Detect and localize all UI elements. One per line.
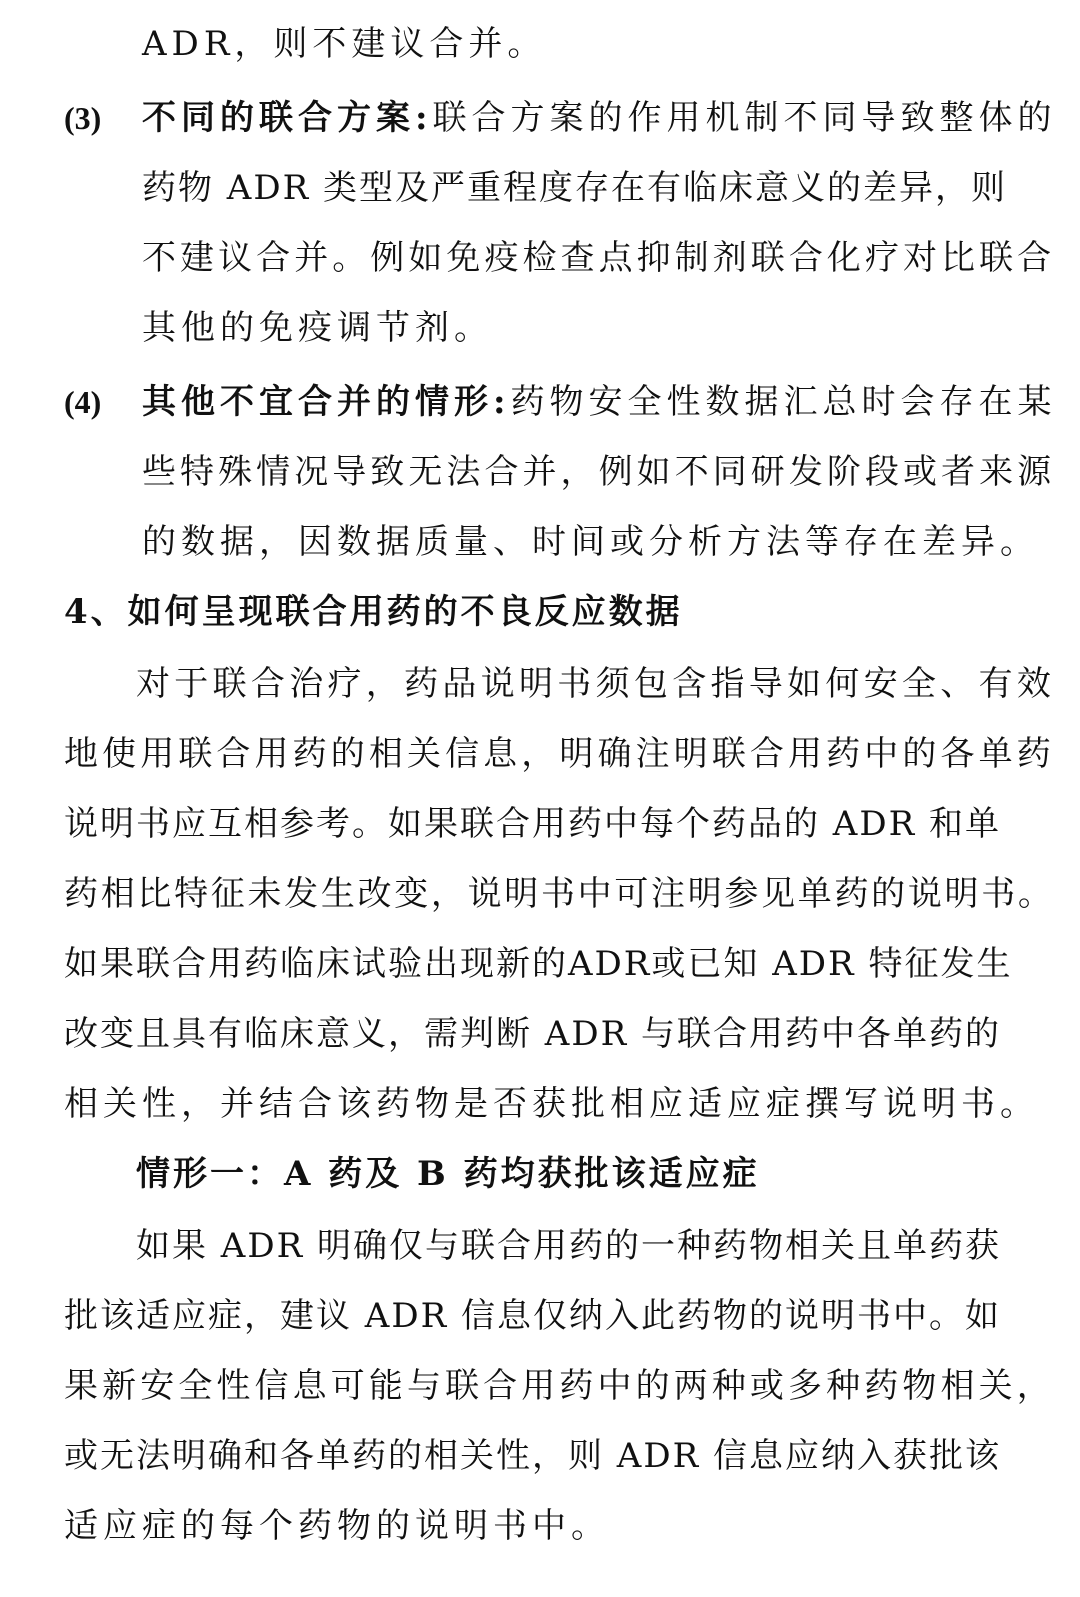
section4-para-line: 相关性，并结合该药物是否获批相应适应症撰写说明书。 — [64, 1084, 1039, 1124]
item4-line1 — [142, 380, 1057, 424]
case1-line: 或无法明确和各单药的相关性，则 ADR 信息应纳入获批该 — [64, 1436, 1002, 1476]
item3-line3: 不建议合并。例如免疫检查点抑制剂联合化疗对比联合 — [142, 238, 1056, 278]
item3-heading: 不同的联合方案: — [142, 98, 433, 138]
item4-heading: 其他不宜合并的情形: — [142, 382, 511, 422]
case1-line: 批该适应症，建议 ADR 信息仅纳入此药物的说明书中。如 — [64, 1296, 1002, 1336]
section4-para-line: 说明书应互相参考。如果联合用药中每个药品的 ADR 和单 — [64, 804, 1002, 844]
section4-para-line: 改变且具有临床意义，需判断 ADR 与联合用药中各单药的 — [64, 1014, 1002, 1054]
case1-line: 适应症的每个药物的说明书中。 — [64, 1506, 610, 1546]
item3-line4: 其他的免疫调节剂。 — [142, 308, 493, 348]
item2-continuation: ADR，则不建议合并。 — [142, 24, 547, 64]
item3-line1 — [142, 96, 1057, 140]
item4-line3: 的数据，因数据质量、时间或分析方法等存在差异。 — [142, 522, 1039, 562]
section4-para-line: 地使用联合用药的相关信息，明确注明联合用药中的各单药 — [64, 734, 1055, 774]
item4-line1-text: 药物安全性数据汇总时会存在某 — [510, 382, 1057, 422]
item4-line2: 些特殊情况导致无法合并，例如不同研发阶段或者来源 — [142, 452, 1056, 492]
item3-number: (3) — [64, 100, 102, 136]
section4-title: 4、如何呈现联合用药的不良反应数据 — [64, 592, 683, 632]
item4-number: (4) — [64, 384, 102, 420]
section4-para-line: 对于联合治疗，药品说明书须包含指导如何安全、有效 — [136, 664, 1056, 704]
case1-line: 果新安全性信息可能与联合用药中的两种或多种药物相关， — [64, 1366, 1055, 1406]
item3-line1-text: 联合方案的作用机制不同导致整体的 — [432, 98, 1057, 138]
case1-line: 如果 ADR 明确仅与联合用药的一种药物相关且单药获 — [136, 1226, 1002, 1266]
item3-line2: 药物 ADR 类型及严重程度存在有临床意义的差异，则 — [142, 168, 1008, 208]
section4-para-line: 如果联合用药临床试验出现新的ADR或已知 ADR 特征发生 — [64, 944, 1013, 984]
section4-para-line: 药相比特征未发生改变，说明书中可注明参见单药的说明书。 — [64, 874, 1055, 914]
case1-title: 情形一：A 药及 B 药均获批该适应症 — [136, 1154, 760, 1194]
